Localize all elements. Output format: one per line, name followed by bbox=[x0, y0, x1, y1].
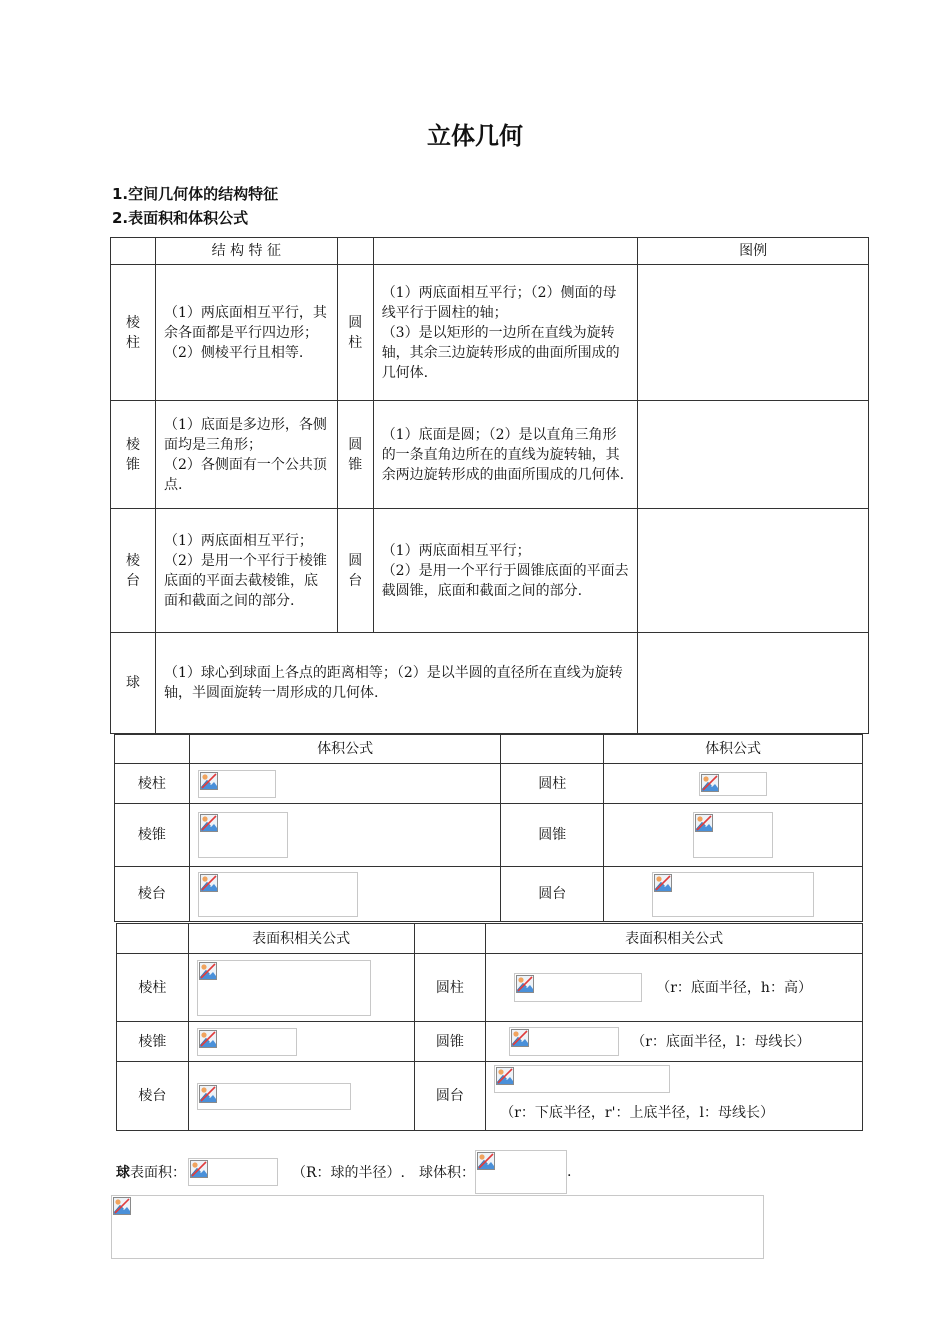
header-blank bbox=[414, 924, 486, 954]
header-blank bbox=[117, 924, 189, 954]
shape-name: 棱台 bbox=[111, 509, 156, 633]
shape-name: 圆锥 bbox=[414, 1022, 486, 1062]
shape-name: 棱锥 bbox=[111, 401, 156, 509]
shape-description: （1）两底面相互平行； （2）是用一个平行于圆锥底面的平面去截圆锥，底面和截面之间的部分. bbox=[373, 509, 638, 633]
variable-note: （r：底面半径，h：高） bbox=[656, 979, 812, 996]
broken-image-icon bbox=[190, 1160, 208, 1178]
shape-name: 球 bbox=[111, 633, 156, 734]
surface-header: 表面积相关公式 bbox=[486, 924, 863, 954]
legend-cell bbox=[638, 401, 869, 509]
section-heading-structure: 1.空间几何体的结构特征 bbox=[112, 185, 279, 203]
formula-image bbox=[188, 1158, 278, 1186]
shape-name: 圆台 bbox=[501, 867, 604, 922]
shape-name: 棱柱 bbox=[117, 954, 189, 1022]
header-blank bbox=[501, 735, 604, 764]
formula-image bbox=[198, 770, 276, 798]
table-row bbox=[111, 633, 869, 734]
sphere-volume-label: 球体积： bbox=[419, 1165, 475, 1181]
broken-image-icon bbox=[654, 874, 672, 892]
formula-image bbox=[198, 872, 358, 917]
formula-cell bbox=[604, 804, 863, 867]
formula-cell bbox=[189, 867, 501, 922]
volume-header: 体积公式 bbox=[604, 735, 863, 764]
shape-name: 棱柱 bbox=[115, 764, 190, 804]
table-row bbox=[117, 1022, 863, 1062]
formula-image bbox=[111, 1195, 764, 1259]
shape-description: （1）两底面相互平行，其余各面都是平行四边形； （2）侧棱平行且相等. bbox=[155, 265, 337, 401]
table-row bbox=[111, 401, 869, 509]
shape-name: 圆柱 bbox=[501, 764, 604, 804]
sphere-area-note: （R：球的半径）. bbox=[292, 1165, 405, 1181]
header-blank bbox=[111, 238, 156, 265]
shape-name: 圆台 bbox=[414, 1062, 486, 1131]
shape-name: 棱台 bbox=[117, 1062, 189, 1131]
formula-cell bbox=[188, 1022, 414, 1062]
surface-header: 表面积相关公式 bbox=[188, 924, 414, 954]
formula-cell bbox=[486, 1062, 863, 1131]
shape-name: 棱锥 bbox=[115, 804, 190, 867]
header-blank-2 bbox=[337, 238, 373, 265]
formula-image bbox=[514, 973, 642, 1002]
broken-image-icon bbox=[200, 874, 218, 892]
sphere-label: 球 bbox=[116, 1165, 130, 1181]
formula-cell bbox=[189, 764, 501, 804]
table-row bbox=[111, 509, 869, 633]
broken-image-icon bbox=[200, 814, 218, 832]
shape-name: 圆锥 bbox=[501, 804, 604, 867]
formula-image bbox=[197, 960, 371, 1016]
header-legend: 图例 bbox=[638, 238, 869, 265]
formula-cell bbox=[604, 764, 863, 804]
table-row bbox=[117, 954, 863, 1022]
sphere-formula-line bbox=[116, 1150, 571, 1194]
table-row bbox=[115, 867, 863, 922]
shape-description: （1）球心到球面上各点的距离相等；（2）是以半圆的直径所在直线为旋转轴，半圆面旋转一周形成的几何体. bbox=[155, 633, 637, 734]
shape-description: （1）两底面相互平行； （2）是用一个平行于棱锥底面的平面去截棱锥，底面和截面之间的部分. bbox=[155, 509, 337, 633]
formula-image bbox=[699, 772, 767, 796]
table-row bbox=[111, 265, 869, 401]
shape-description: （1）底面是多边形，各侧面均是三角形； （2）各侧面有一个公共顶点. bbox=[155, 401, 337, 509]
volume-header: 体积公式 bbox=[189, 735, 501, 764]
shape-name: 棱台 bbox=[115, 867, 190, 922]
variable-note: （r：底面半径，l：母线长） bbox=[631, 1033, 811, 1050]
formula-cell bbox=[188, 954, 414, 1022]
formula-image bbox=[197, 1028, 297, 1056]
shape-name: 圆锥 bbox=[337, 401, 373, 509]
shape-description: （1）底面是圆；（2）是以直角三角形的一条直角边所在的直线为旋转轴，其余两边旋转形成的曲面所围成的几何体. bbox=[373, 401, 638, 509]
broken-image-icon bbox=[516, 975, 534, 993]
broken-image-icon bbox=[113, 1197, 131, 1215]
shape-name: 圆台 bbox=[337, 509, 373, 633]
shape-name: 圆柱 bbox=[414, 954, 486, 1022]
legend-cell bbox=[638, 509, 869, 633]
formula-image bbox=[509, 1027, 619, 1056]
broken-image-icon bbox=[496, 1067, 514, 1085]
broken-image-icon bbox=[695, 814, 713, 832]
formula-image bbox=[494, 1065, 670, 1093]
formula-cell bbox=[604, 867, 863, 922]
formula-cell bbox=[188, 1062, 414, 1131]
surface-table bbox=[116, 923, 863, 1131]
broken-image-icon bbox=[199, 962, 217, 980]
table-row bbox=[115, 804, 863, 867]
header-blank-3 bbox=[373, 238, 638, 265]
formula-image bbox=[197, 1083, 351, 1110]
legend-cell bbox=[638, 633, 869, 734]
shape-description: （1）两底面相互平行；（2）侧面的母线平行于圆柱的轴； （3）是以矩形的一边所在直线为旋转轴，其余三边旋转形成的曲面所围成的几何体. bbox=[373, 265, 638, 401]
sphere-area-label: 表面积： bbox=[130, 1165, 186, 1181]
sphere-end: . bbox=[567, 1164, 572, 1180]
volume-table bbox=[114, 734, 863, 922]
broken-image-icon bbox=[199, 1085, 217, 1103]
formula-image bbox=[198, 812, 288, 858]
broken-image-icon bbox=[477, 1152, 495, 1170]
formula-cell bbox=[189, 804, 501, 867]
shape-name: 棱柱 bbox=[111, 265, 156, 401]
formula-image bbox=[652, 872, 814, 917]
variable-note: （r：下底半径，r'：上底半径，l：母线长） bbox=[500, 1105, 774, 1121]
formula-cell bbox=[486, 954, 863, 1022]
table-row bbox=[117, 1062, 863, 1131]
broken-image-icon bbox=[511, 1029, 529, 1047]
section-heading-formulas: 2.表面积和体积公式 bbox=[112, 209, 249, 227]
shape-name: 棱锥 bbox=[117, 1022, 189, 1062]
broken-image-icon bbox=[701, 774, 719, 792]
broken-image-icon bbox=[199, 1030, 217, 1048]
page-title: 立体几何 bbox=[427, 122, 523, 150]
broken-image-icon bbox=[200, 772, 218, 790]
legend-cell bbox=[638, 265, 869, 401]
header-feature: 结 构 特 征 bbox=[155, 238, 337, 265]
header-blank bbox=[115, 735, 190, 764]
formula-image bbox=[693, 812, 773, 858]
shape-name: 圆柱 bbox=[337, 265, 373, 401]
table-row bbox=[115, 764, 863, 804]
structure-table bbox=[110, 237, 869, 734]
formula-cell bbox=[486, 1022, 863, 1062]
formula-image bbox=[475, 1150, 567, 1194]
